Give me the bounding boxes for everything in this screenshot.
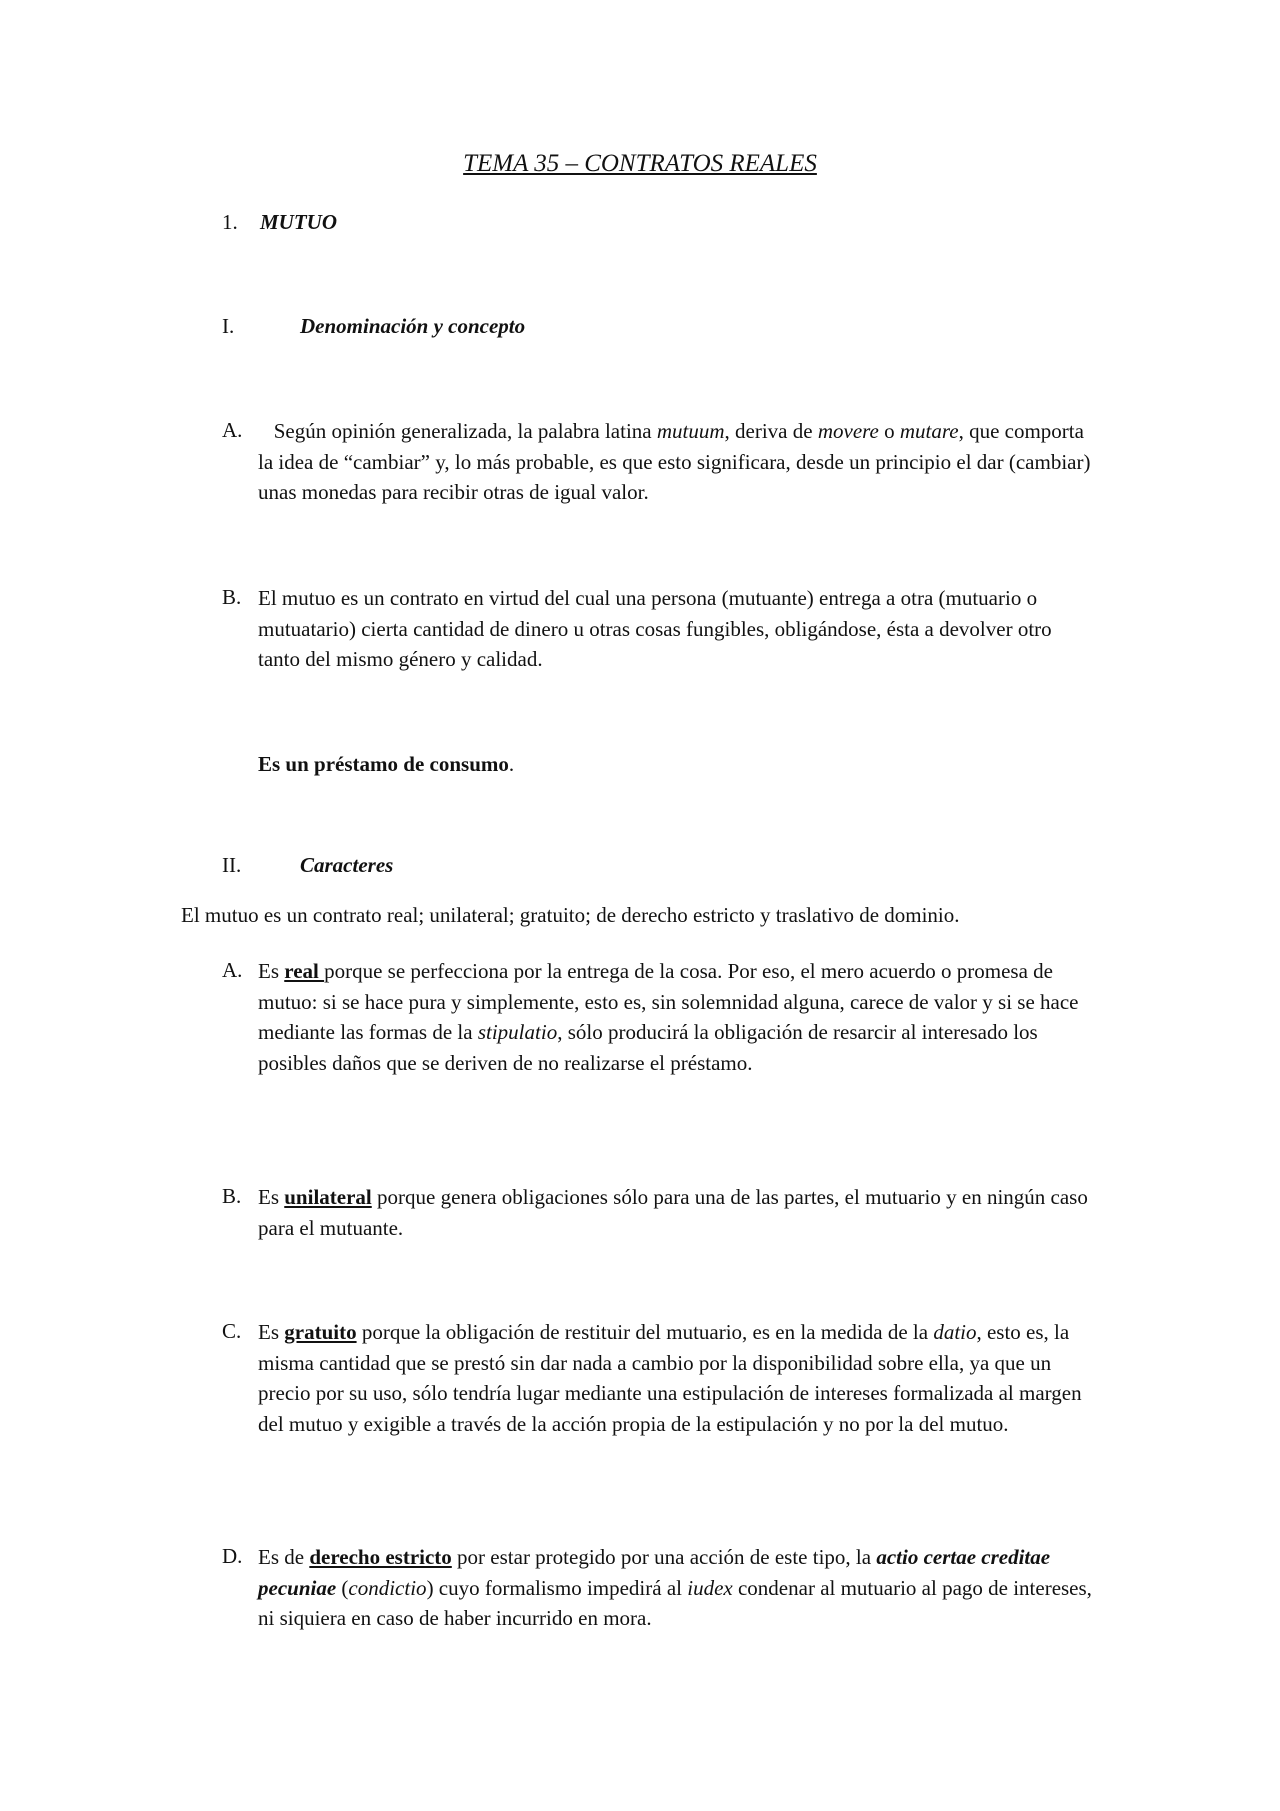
latin-term: mutuum xyxy=(656,419,725,443)
paragraph-real xyxy=(258,956,1098,1078)
text-run: porque se perfecciona por la entrega de la cosa. Por eso, el mero acuerdo o promesa de mutuo: si se hace pura y simplemente, esto es, sin solemnidad alguna, carece de valor y si se hace mediante las formas de la xyxy=(258,959,1079,1044)
term-derecho-estricto: derecho estricto xyxy=(309,1545,452,1569)
list-letter: D. xyxy=(222,1544,243,1568)
latin-term: condictio xyxy=(348,1575,427,1600)
term-unilateral: unilateral xyxy=(284,1185,372,1209)
list-letter: A. xyxy=(222,958,243,982)
list-letter: A. xyxy=(222,418,243,442)
list-letter: C. xyxy=(222,1319,242,1343)
paragraph-loan-type xyxy=(258,749,1098,780)
page-title: TEMA 35 – CONTRATOS REALES xyxy=(463,150,817,177)
text-run: por estar protegido por una acción de este tipo, la xyxy=(451,1545,877,1569)
paragraph-intro: El mutuo es un contrato real; unilateral; gratuito; de derecho estricto y traslativo de dominio. xyxy=(181,903,960,927)
latin-term: datio xyxy=(933,1320,977,1344)
text-run: . xyxy=(508,752,515,776)
list-letter: B. xyxy=(222,1184,242,1208)
section-heading-mutuo: MUTUO xyxy=(260,210,337,234)
subsection-number: I. xyxy=(222,314,235,338)
latin-term: iudex xyxy=(687,1575,733,1600)
latin-term: stipulatio xyxy=(477,1020,558,1044)
text-run: porque la obligación de restituir del mutuario, es en la medida de la xyxy=(356,1320,934,1344)
paragraph-definition: El mutuo es un contrato en virtud del cual una persona (mutuante) entrega a otra (mutuario o mutuatario) cierta cantidad de dinero u otras cosas fungibles, obligándose, ésta a devolver otro tanto del mismo género y calidad. xyxy=(258,586,1052,671)
text-run: ( xyxy=(336,1575,349,1600)
latin-action-name: actio certae creditae pecuniae xyxy=(258,1545,1051,1600)
text-run: Es xyxy=(258,959,285,983)
bold-phrase: Es un préstamo de consumo xyxy=(258,752,509,776)
paragraph-gratuito xyxy=(258,1317,1098,1439)
subsection-heading-caracteres: Caracteres xyxy=(300,853,394,877)
text-run: Según opinión generalizada, la palabra latina xyxy=(273,419,657,443)
term-real: real xyxy=(284,959,325,983)
subsection-heading-denominacion: Denominación y concepto xyxy=(300,314,526,338)
text-run: Es de xyxy=(258,1545,310,1569)
list-letter: B. xyxy=(222,585,242,609)
paragraph-etymology xyxy=(258,416,1098,508)
text-run: , que comporta la idea de “cambiar” y, lo más probable, es que esto significara, desde un principio el dar (cambiar) unas monedas para recibir otras de igual valor. xyxy=(258,419,1091,504)
text-run: o xyxy=(878,419,900,443)
subsection-number: II. xyxy=(222,853,242,877)
paragraph-unilateral xyxy=(258,1182,1098,1243)
term-gratuito: gratuito xyxy=(284,1320,357,1344)
text-run: , deriva de xyxy=(724,419,818,443)
section-number: 1. xyxy=(222,210,238,234)
text-run: Es xyxy=(258,1185,285,1209)
text-run: , sólo producirá la obligación de resarcir al interesado los posibles daños que se deriven de no realizarse el préstamo. xyxy=(258,1020,1038,1075)
text-run: condenar al mutuario al pago de intereses, ni siquiera en caso de haber incurrido en mora. xyxy=(258,1575,1092,1630)
latin-term: movere xyxy=(817,419,879,443)
text-run: Es xyxy=(258,1320,285,1344)
text-run: , esto es, la misma cantidad que se prestó sin dar nada a cambio por la disponibilidad sobre ella, ya que un precio por su uso, sólo tendría lugar mediante una estipulación de intereses formalizada al margen del mutuo y exigible a través de la acción propia de la estipulación y no por la del mutuo. xyxy=(258,1320,1082,1436)
paragraph-derecho-estricto xyxy=(258,1542,1098,1634)
latin-term: mutare xyxy=(899,419,959,443)
text-run: ) cuyo formalismo impedirá al xyxy=(426,1575,688,1600)
text-run: porque genera obligaciones sólo para una de las partes, el mutuario y en ningún caso para el mutuante. xyxy=(258,1185,1088,1240)
